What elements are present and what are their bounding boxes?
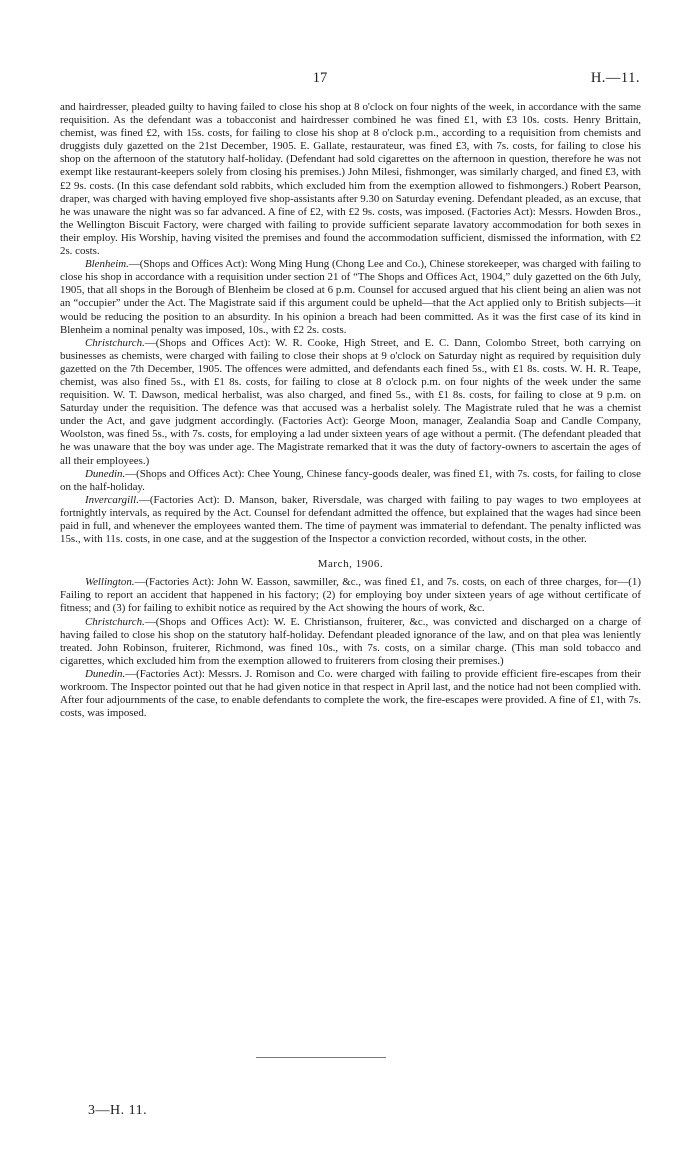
paragraph-text: —(Factories Act): D. Manson, baker, Riversdale, was charged with failing to pay wages to two employees at fortnightly intervals, as required by the Act. Counsel for defendant admitted the offence, but explained that the wages had since been paid in full, and whenever the employees wanted them. The time of payment was immaterial to defendant. The penalty inflicted was 15s., with 11s. costs, in one case, and at the suggestion of the Inspector a conviction recorded, without costs, in the other. — [60, 493, 641, 546]
paragraph-text: and hairdresser, pleaded guilty to having failed to close his shop at 8 o'clock on four nights of the week, in accordance with the same requisition. As the defendant was a tobacconist and hairdresser combined he was fined £1, with £3 10s. costs. Henry Brittain, chemist, was fined £2, with 15s. costs, for failing to close his shop at 8 o'clock p.m., according to a requisition from chemists and druggists duly gazetted on the 21st December, 1905. E. Gallate, restaurateur, was fined £3, with 7s. costs, for failing to close his shop on the afternoon of the statutory half-holiday. (Defendant had sold cigarettes on the afternoon in question, therefore he was not exempt like restaurant-keepers solely from closing his premises.) John Milesi, fishmonger, was similarly charged, and fined £3, with £2 9s. costs. (In this case defendant sold rabbits, which excluded him from the exemption allowed to fishmongers.) Robert Pearson, draper, was charged with having employed five shop-assistants after 9.30 on Saturday evening. Defendant pleaded, as an excuse, that he was unaware the night was so far advanced. A fine of £2, with £2 9s. costs, was imposed. (Factories Act): Messrs. Howden Bros., the Wellington Biscuit Factory, were charged with failing to provide sufficient separate lavatory accommodation for both sexes in their employ. His Worship, having visited the premises and found the accommodation sufficient, dismissed the information, with £2 2s. costs. — [60, 101, 641, 258]
case-paragraph-invercargill — [60, 494, 641, 546]
footer-signature-ref: 3—H. 11. — [88, 1103, 148, 1118]
place-name: Dunedin. — [85, 467, 126, 480]
paragraph-text: —(Shops and Offices Act): W. E. Christianson, fruiterer, &c., was convicted and discharged on a charge of having failed to close his shop on the statutory half-holiday. Defendant pleaded ignorance of the law, and on that plea was leniently treated. John Robinson, fruiterer, Richmond, was fined 10s., with 7s. costs, on a similar charge. (This man sold tobacco and cigarettes, which excluded him from the exemption allowed to fruiterers from closing their premises.) — [60, 615, 641, 667]
place-name: Blenheim. — [85, 258, 129, 271]
section-heading: March, 1906. — [317, 558, 384, 571]
paragraph-text: —(Shops and Offices Act): Chee Young, Chinese fancy-goods dealer, was fined £1, with 7s. costs, for failing to close on the half-holiday. — [60, 467, 641, 493]
case-paragraph-blenheim — [60, 258, 641, 337]
place-name: Invercargill. — [85, 493, 139, 506]
paragraph-text: —(Factories Act): Messrs. J. Romison and Co. were charged with failing to provide efficient fire-escapes from their workroom. The Inspector pointed out that he had given notice in that respect in April last, and the notice had not been complied with. After four adjournments of the case, to enable defendants to complete the work, the fire-escapes were provided. A fine of £1, with 7s. costs, was imposed. — [60, 667, 641, 720]
paragraph-text: —(Shops and Offices Act): W. R. Cooke, High Street, and E. C. Dann, Colombo Street, both carrying on businesses as chemists, were charged with failing to close their shops at 9 o'clock on Saturday night as required by requisition duly gazetted on the 7th December, 1905. The offences were admitted, and defendants each fined 5s., with £1 8s. costs. W. H. R. Teape, chemist, was also fined 5s., with £1 8s. costs, for failing to close at 8 o'clock p.m. on four nights of the week under the same requisition. W. T. Dawson, medical herbalist, was also charged, and fined 5s., with £1 8s. costs, for failing to close at 9 p.m. on Saturday under the requisition. The defence was that accused was a herbalist solely. The Magistrate ruled that he was a chemist under the Act, and gave judgment accordingly. (Factories Act): George Moon, manager, Zealandia Soap and Candle Company, Woolston, was fined 5s., with 7s. costs, for employing a lad under sixteen years of age without a permit. (The defendant pleaded that he was unaware that the boy was under age. The Magistrate remarked that it was the duty of factory-owners to ascertain the ages of all their employees.) — [60, 336, 641, 467]
report-body — [60, 101, 641, 720]
case-paragraph-dunedin — [60, 468, 641, 494]
place-name: Christchurch. — [85, 336, 145, 349]
place-name: Dunedin. — [85, 667, 126, 680]
place-name: Wellington. — [85, 576, 135, 589]
paragraph-text: —(Shops and Offices Act): Wong Ming Hung (Chong Lee and Co.), Chinese storekeeper, was charged with failing to close his shop in accordance with a requisition under section 21 of “The Shops and Offices Act, 1904,” duly gazetted on the 6th July, 1905, that all shops in the Borough of Blenheim be closed at 6 p.m. Counsel for accused argued that his client being an alien was not an “occupier” under the Act. The Magistrate said if this argument could be upheld—that the Act applied only to British subjects—it would be reducing the position to an absurdity. In his opinion a breach had been committed. As it was the first case of its kind in Blenheim a nominal penalty was imposed, 10s., with £2 2s. costs. — [60, 258, 641, 336]
page-number: 17 — [312, 70, 328, 86]
paragraph-continued — [60, 101, 641, 258]
document-reference: H.—11. — [590, 70, 640, 86]
paragraph-text: —(Factories Act): John W. Easson, sawmiller, &c., was fined £1, and 7s. costs, on each of three charges, for—(1) Failing to report an accident that happened in his factory; (2) for employing boy under sixteen years of age without certificate of fitness; and (3) for failing to exhibit notice as required by the Act showing the hours of work, &c. — [60, 576, 641, 615]
section-divider — [256, 1057, 386, 1058]
place-name: Christchurch. — [85, 615, 145, 628]
case-paragraph-dunedin-march — [60, 668, 641, 720]
case-paragraph-christchurch-march — [60, 616, 641, 668]
case-paragraph-wellington — [60, 576, 641, 615]
case-paragraph-christchurch — [60, 337, 641, 468]
